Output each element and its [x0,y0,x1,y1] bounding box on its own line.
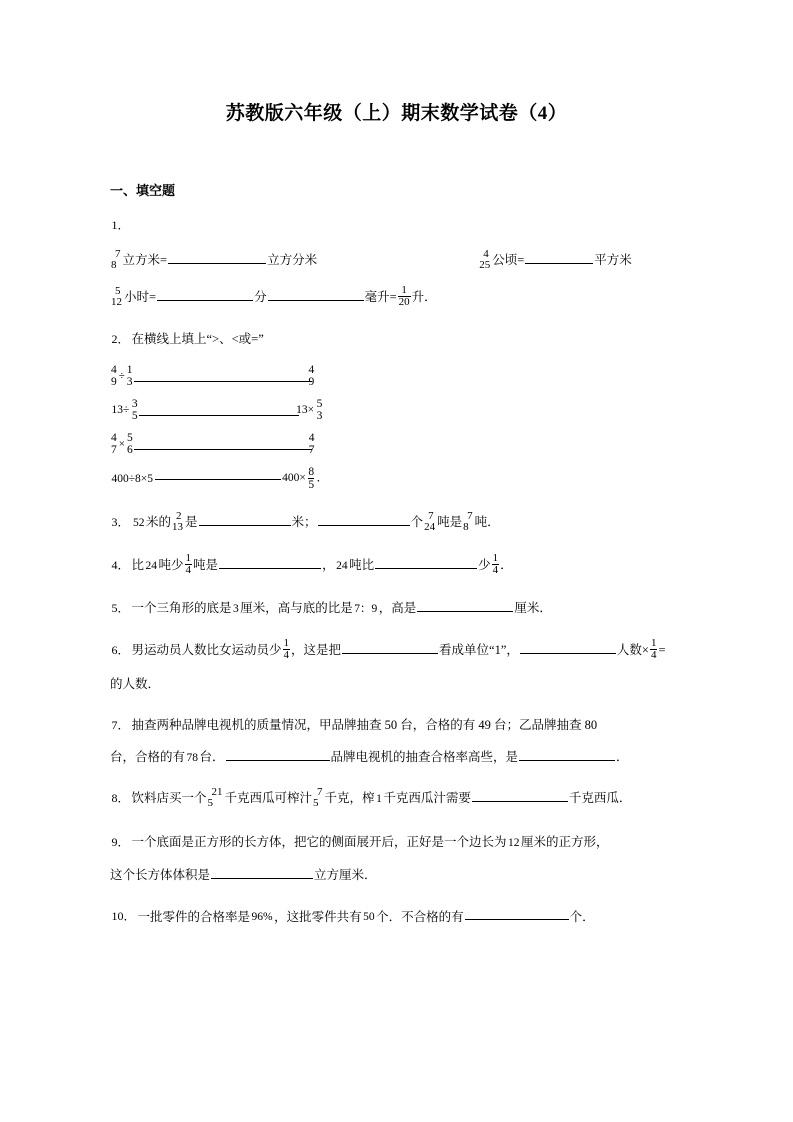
fraction-numerator: 1 [650,637,657,650]
comparison-row-2-left [110,398,139,422]
fraction-1-3 [127,364,133,388]
fraction-denominator: 3 [126,375,133,388]
question-6-line-1 [110,639,697,662]
q4-text-period: ． [500,557,513,572]
q1-text-liter: 升． [411,289,437,304]
fraction-numerator: 5 [126,431,133,444]
fraction-5-3 [317,398,323,422]
q3-text-ton-end: 吨． [474,514,500,529]
q1-text-minutes: 分 [254,289,267,304]
q9-text-b: 厘米的正方形， [521,835,609,850]
q4-value-24: 24 [145,559,158,572]
answer-blank[interactable] [465,908,569,921]
fraction-7-24 [424,511,436,533]
question-2-prompt-line [110,331,697,348]
answer-blank[interactable] [219,556,321,569]
q6-text-b: ，这是把 [291,643,342,658]
comparison-row-1-right [308,364,316,388]
fraction-denominator: 13 [172,520,184,533]
fraction-denominator: 24 [424,520,436,533]
q1-unit-from-left: 立方米= [122,252,168,267]
question-2-prompt: 在横线上填上“>、<或=” [131,331,264,346]
q1-text-hours: 小时= [124,289,157,304]
q4-text-ton-than: 吨比 [349,557,375,572]
question-3 [110,509,697,534]
question-9-line-1 [110,834,697,852]
question-1-line-2 [110,283,697,309]
answer-blank[interactable] [520,641,616,654]
fraction-denominator: 5 [131,409,138,422]
fraction-denominator: 4 [185,563,192,576]
fraction-denominator: 25 [479,258,491,271]
comparison-row-3-left [110,432,134,456]
question-10-line [110,908,697,926]
q4-value-24-second: 24 [336,559,348,572]
fraction-denominator: 4 [283,649,290,662]
q6-text-c: 看成单位“1”， [439,643,519,658]
question-7-number: 7． [111,718,130,733]
question-6-number: 6． [111,643,130,658]
comparison-row-2-right [295,398,324,422]
q5-value-base: 3 [233,602,239,615]
question-1 [110,217,697,309]
fraction-denominator: 8 [111,258,117,271]
fraction-denominator: 6 [126,443,133,456]
fraction-numerator: 1 [401,283,407,296]
question-1-line-1 [110,247,697,272]
q8-text-a: 饮料店买一个 [131,791,207,806]
fraction-numerator: 1 [185,551,192,564]
comparison-row-4-suffix: ． [316,472,329,485]
comparison-row-3 [110,432,697,466]
fraction-denominator: 9 [111,375,117,388]
answer-blank[interactable] [199,513,291,526]
fraction-4-9 [309,364,315,388]
question-4 [110,551,697,577]
q9-text-d: 立方厘米． [314,867,377,882]
question-2-number: 2． [111,331,130,346]
fraction-denominator: 12 [111,295,122,308]
q3-text-of: 米的 [146,514,172,529]
q1-unit-to-right: 平方米 [594,252,632,267]
fraction-denominator: 7 [111,443,117,456]
comparison-row-4-right-prefix: 400× [282,472,306,485]
fraction-denominator: 5 [207,797,214,810]
q3-text-meter: 米； [291,514,317,529]
q4-text-ton-is: 吨是 [193,557,219,572]
comparison-row-4-left [110,470,155,488]
question-5-number: 5． [111,600,130,615]
q10-text-a: 一批零件的合格率是 [137,909,251,924]
fraction-numerator: 7 [317,786,323,799]
q1-unit-from-right: 公顷= [492,252,525,267]
fraction-numerator: 5 [115,284,121,297]
q4-text-ton-less: 吨少 [158,557,184,572]
q3-text-is: 是 [185,514,198,529]
q8-text-b: 千克西瓜可榨汁 [224,791,313,806]
answer-blank[interactable] [525,251,593,264]
q6-text-a: 男运动员人数比女运动员少 [131,643,282,658]
question-9-line-2 [110,866,697,884]
q9-text-a: 一个底面是正方形的长方体，把它的侧面展开后，正好是一个边长为 [131,835,507,850]
fraction-5-12 [111,286,123,308]
question-2 [110,331,697,496]
fraction-1-4 [185,553,193,576]
fraction-numerator: 7 [115,247,121,260]
page-title: 苏教版六年级（上）期末数学试卷（4） [225,103,568,124]
answer-blank[interactable] [139,415,299,416]
q7-text-c: 品牌电视机的抽查合格率高些，是 [330,749,519,764]
fraction-numerator: 5 [316,397,323,410]
answer-blank[interactable] [342,641,438,654]
q5-text-a: 一个三角形的底是 [131,600,232,615]
fraction-numerator: 1 [492,551,499,564]
multiply-operator: × [118,437,125,450]
fraction-5-6 [127,432,133,456]
q5-value-ratio: 7：9 [354,602,378,615]
answer-blank[interactable] [519,748,615,761]
q3-text-count: 个 [410,514,424,529]
fraction-numerator: 1 [283,637,290,650]
question-3-number: 3． [111,514,130,529]
q7-value-78: 78 [186,751,199,764]
fraction-4-7 [309,432,315,456]
q10-value-rate: 96% [251,911,273,924]
q7-text-a: 台，合格的有 [110,749,186,764]
comparison-row-2-right-prefix: 13× [296,403,315,416]
question-1-number-line [110,217,697,234]
q10-text-c: 个．不合格的有 [376,909,464,924]
fraction-1-4 [492,553,500,576]
fraction-numerator: 7 [467,509,473,522]
answer-blank[interactable] [134,449,312,450]
fraction-4-25 [479,249,491,271]
comparison-row-1-left [110,364,134,388]
q5-text-c: ，高是 [378,600,417,615]
fraction-denominator: 5 [313,797,319,810]
q8-text-e: 千克西瓜． [568,791,632,806]
q5-text-d: 厘米． [514,600,552,615]
fraction-1-20 [398,285,411,308]
fraction-denominator: 4 [650,649,657,662]
question-10 [110,908,697,926]
q7-text-b: 台． [199,749,225,764]
q1-text-ml: 毫升= [364,289,397,304]
question-1-number: 1． [111,218,130,232]
fraction-21-5 [208,787,224,809]
fraction-numerator: 4 [308,431,315,444]
answer-blank[interactable] [211,866,313,879]
q7-text-line1: 抽查两种品牌电视机的质量情况，甲品牌抽查 50 台，合格的有 49 台；乙品牌抽查 80 [131,718,598,733]
q4-text-comma: ， [322,557,335,572]
fraction-denominator: 4 [492,563,499,576]
fraction-numerator: 4 [308,363,315,376]
fraction-denominator: 7 [308,443,315,456]
fraction-denominator: 8 [463,520,469,533]
question-9 [110,834,697,883]
fraction-denominator: 3 [316,409,323,422]
question-4-line [110,551,697,577]
fraction-8-5 [308,466,314,491]
q6-text-equals: = [658,643,666,658]
fraction-7-5 [313,787,324,809]
question-8-number: 8． [111,791,130,806]
question-3-line [110,509,697,534]
answer-blank[interactable] [157,288,253,301]
fraction-4-7 [111,432,117,456]
fraction-2-13 [172,511,184,533]
fraction-7-8 [463,511,474,533]
fraction-numerator: 8 [308,465,315,478]
fraction-numerator: 2 [176,509,182,522]
q1-unit-to-left: 立方分米 [267,252,318,267]
answer-blank[interactable] [268,288,364,301]
answer-blank[interactable] [168,251,266,264]
fraction-numerator: 1 [126,363,133,376]
answer-blank[interactable] [318,513,410,526]
q6-text-e: 的人数． [110,677,161,692]
question-2-comparison-rows [110,364,697,496]
fraction-numerator: 4 [111,431,117,444]
answer-blank[interactable] [155,479,281,480]
question-8-line [110,788,697,810]
section-heading-fill-in-blank: 一、填空题 [110,183,176,198]
fraction-numerator: 4 [111,363,117,376]
comparison-row-2 [110,398,697,432]
comparison-row-4-left-expression: 400÷8×5 [111,472,154,485]
comparison-row-1 [110,364,697,398]
fraction-numerator: 3 [131,397,138,410]
q9-value-12: 12 [508,837,520,850]
q10-text-d: 个． [569,909,595,924]
q3-value-52: 52 [133,516,145,529]
fraction-3-5 [132,398,138,422]
fraction-numerator: 7 [428,509,434,522]
comparison-row-2-left-prefix: 13÷ [111,403,130,416]
divide-operator: ÷ [118,369,125,382]
fraction-1-4 [283,638,291,661]
fraction-numerator: 21 [211,786,223,799]
fraction-7-8 [111,249,122,271]
question-7-line-1 [110,717,697,734]
answer-blank[interactable] [472,789,568,802]
q10-text-b: ，这批零件共有 [274,909,362,924]
question-4-number: 4． [111,557,130,572]
comparison-row-4-right [281,466,330,491]
q10-value-total: 50 [363,911,375,924]
fraction-4-9 [111,364,117,388]
comparison-row-3-right [308,432,316,456]
fraction-denominator: 5 [308,478,315,491]
q9-text-c: 这个长方体体积是 [110,867,211,882]
question-8 [110,788,697,810]
answer-blank[interactable] [375,556,477,569]
q8-value-1: 1 [376,793,382,806]
fraction-1-4 [650,638,658,661]
q4-text-compare: 比 [131,557,145,572]
question-7 [110,717,697,766]
question-10-number: 10． [111,909,136,924]
comparison-row-4 [110,466,697,496]
answer-blank[interactable] [134,381,312,382]
question-5 [110,599,697,617]
q4-text-less: 少 [478,557,491,572]
fraction-denominator: 9 [308,375,315,388]
question-5-line [110,599,697,617]
question-6-line-2 [110,676,697,693]
q7-text-d: ． [616,749,629,764]
q5-text-b: 厘米，高与底的比是 [240,600,353,615]
fraction-denominator: 20 [398,295,410,308]
answer-blank[interactable] [417,599,513,612]
q6-text-d: 人数× [616,643,649,658]
question-6 [110,639,697,693]
question-9-number: 9． [111,835,130,850]
question-7-line-2 [110,748,697,766]
q3-text-ton-is: 吨是 [437,514,463,529]
q8-text-c: 千克，榨 [324,791,375,806]
q8-text-d: 千克西瓜汁需要 [383,791,471,806]
answer-blank[interactable] [226,748,330,761]
fraction-numerator: 4 [483,247,489,260]
